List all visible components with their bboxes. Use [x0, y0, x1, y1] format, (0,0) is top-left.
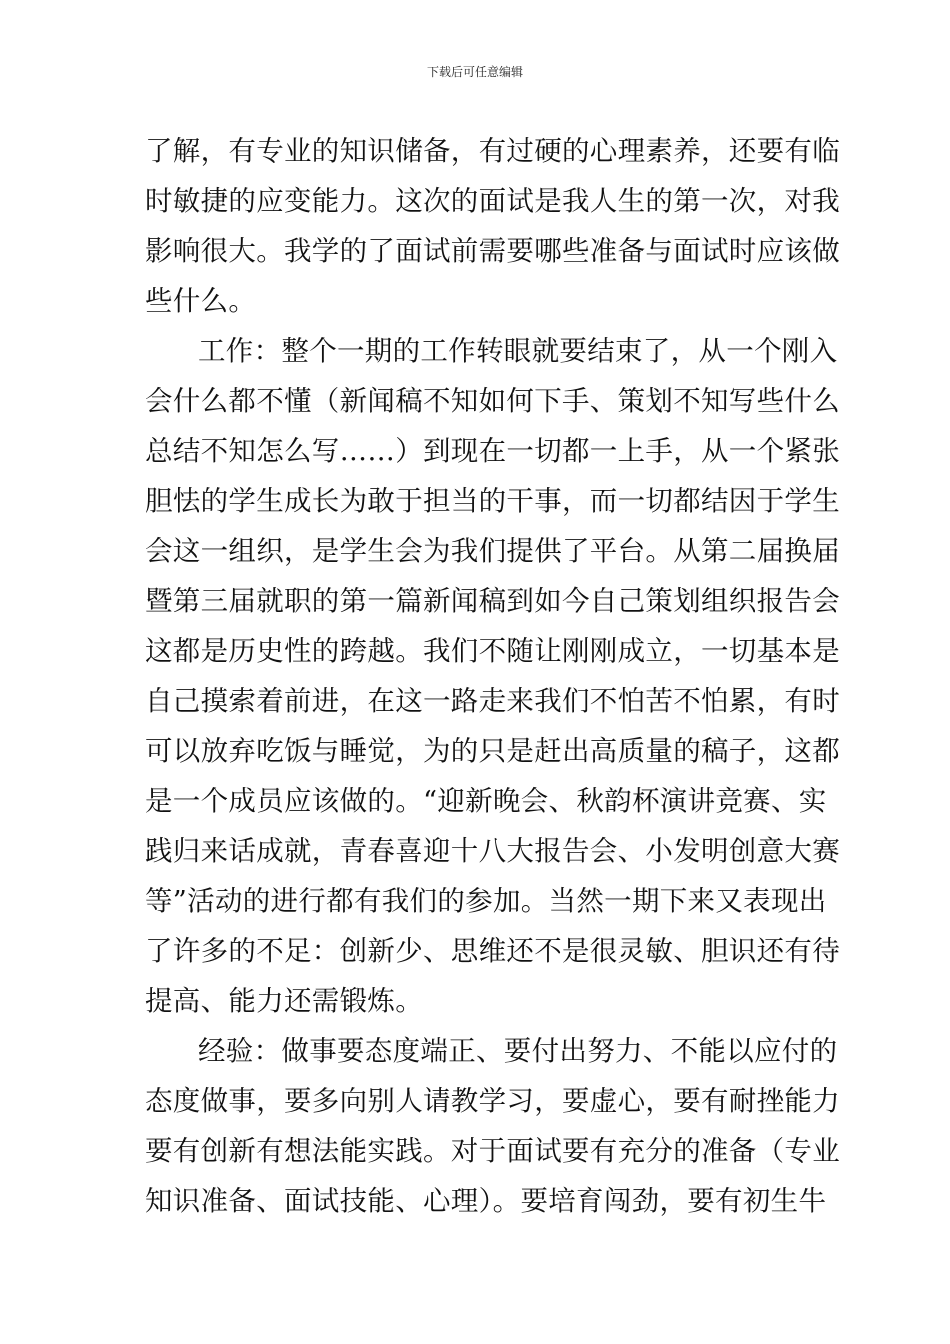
document-body: [145, 126, 840, 1226]
text-line: 会这一组织，是学生会为我们提供了平台。从第二届换届: [145, 535, 840, 567]
paragraph-start-experience: 经验：做事要态度端正、要付出努力、不能以应付的: [198, 1035, 838, 1067]
text-line: 了许多的不足：创新少、思维还不是很灵敏、胆识还有待: [145, 935, 840, 967]
paragraph-start-work: 工作：整个一期的工作转眼就要结束了，从一个刚入: [198, 335, 838, 367]
text-line: 些什么。: [145, 285, 257, 317]
text-line: 会什么都不懂（新闻稿不知如何下手、策划不知写些什么: [145, 385, 840, 417]
text-line: 了解，有专业的知识储备，有过硬的心理素养，还要有临: [145, 135, 840, 167]
text-line: 态度做事，要多向别人请教学习，要虚心，要有耐挫能力: [145, 1085, 840, 1117]
text-line: 胆怯的学生成长为敢于担当的干事，而一切都结因于学生: [145, 485, 840, 517]
text-line: 要有创新有想法能实践。对于面试要有充分的准备（专业: [145, 1135, 840, 1167]
text-line: 时敏捷的应变能力。这次的面试是我人生的第一次，对我: [145, 185, 840, 217]
text-line: 提高、能力还需锻炼。: [145, 985, 423, 1017]
text-line: 暨第三届就职的第一篇新闻稿到如今自己策划组织报告会: [145, 585, 840, 617]
text-line: 践归来话成就，青春喜迎十八大报告会、小发明创意大赛: [145, 835, 840, 867]
page-header: 下载后可任意编辑: [426, 65, 523, 79]
text-line: 是一个成员应该做的。“迎新晚会、秋韵杯演讲竞赛、实: [145, 785, 827, 817]
text-line: 等”活动的进行都有我们的参加。当然一期下来又表现出: [145, 885, 827, 917]
text-line: 影响很大。我学的了面试前需要哪些准备与面试时应该做: [145, 235, 840, 267]
text-line: 可以放弃吃饭与睡觉，为的只是赶出高质量的稿子，这都: [145, 735, 840, 767]
text-line: 自己摸索着前进，在这一路走来我们不怕苦不怕累，有时: [145, 685, 840, 717]
text-line: 知识准备、面试技能、心理）。要培育闯劲，要有初生牛: [145, 1185, 827, 1217]
text-line: 总结不知怎么写……）到现在一切都一上手，从一个紧张: [145, 435, 840, 467]
text-line: 这都是历史性的跨越。我们不随让刚刚成立，一切基本是: [145, 635, 840, 667]
